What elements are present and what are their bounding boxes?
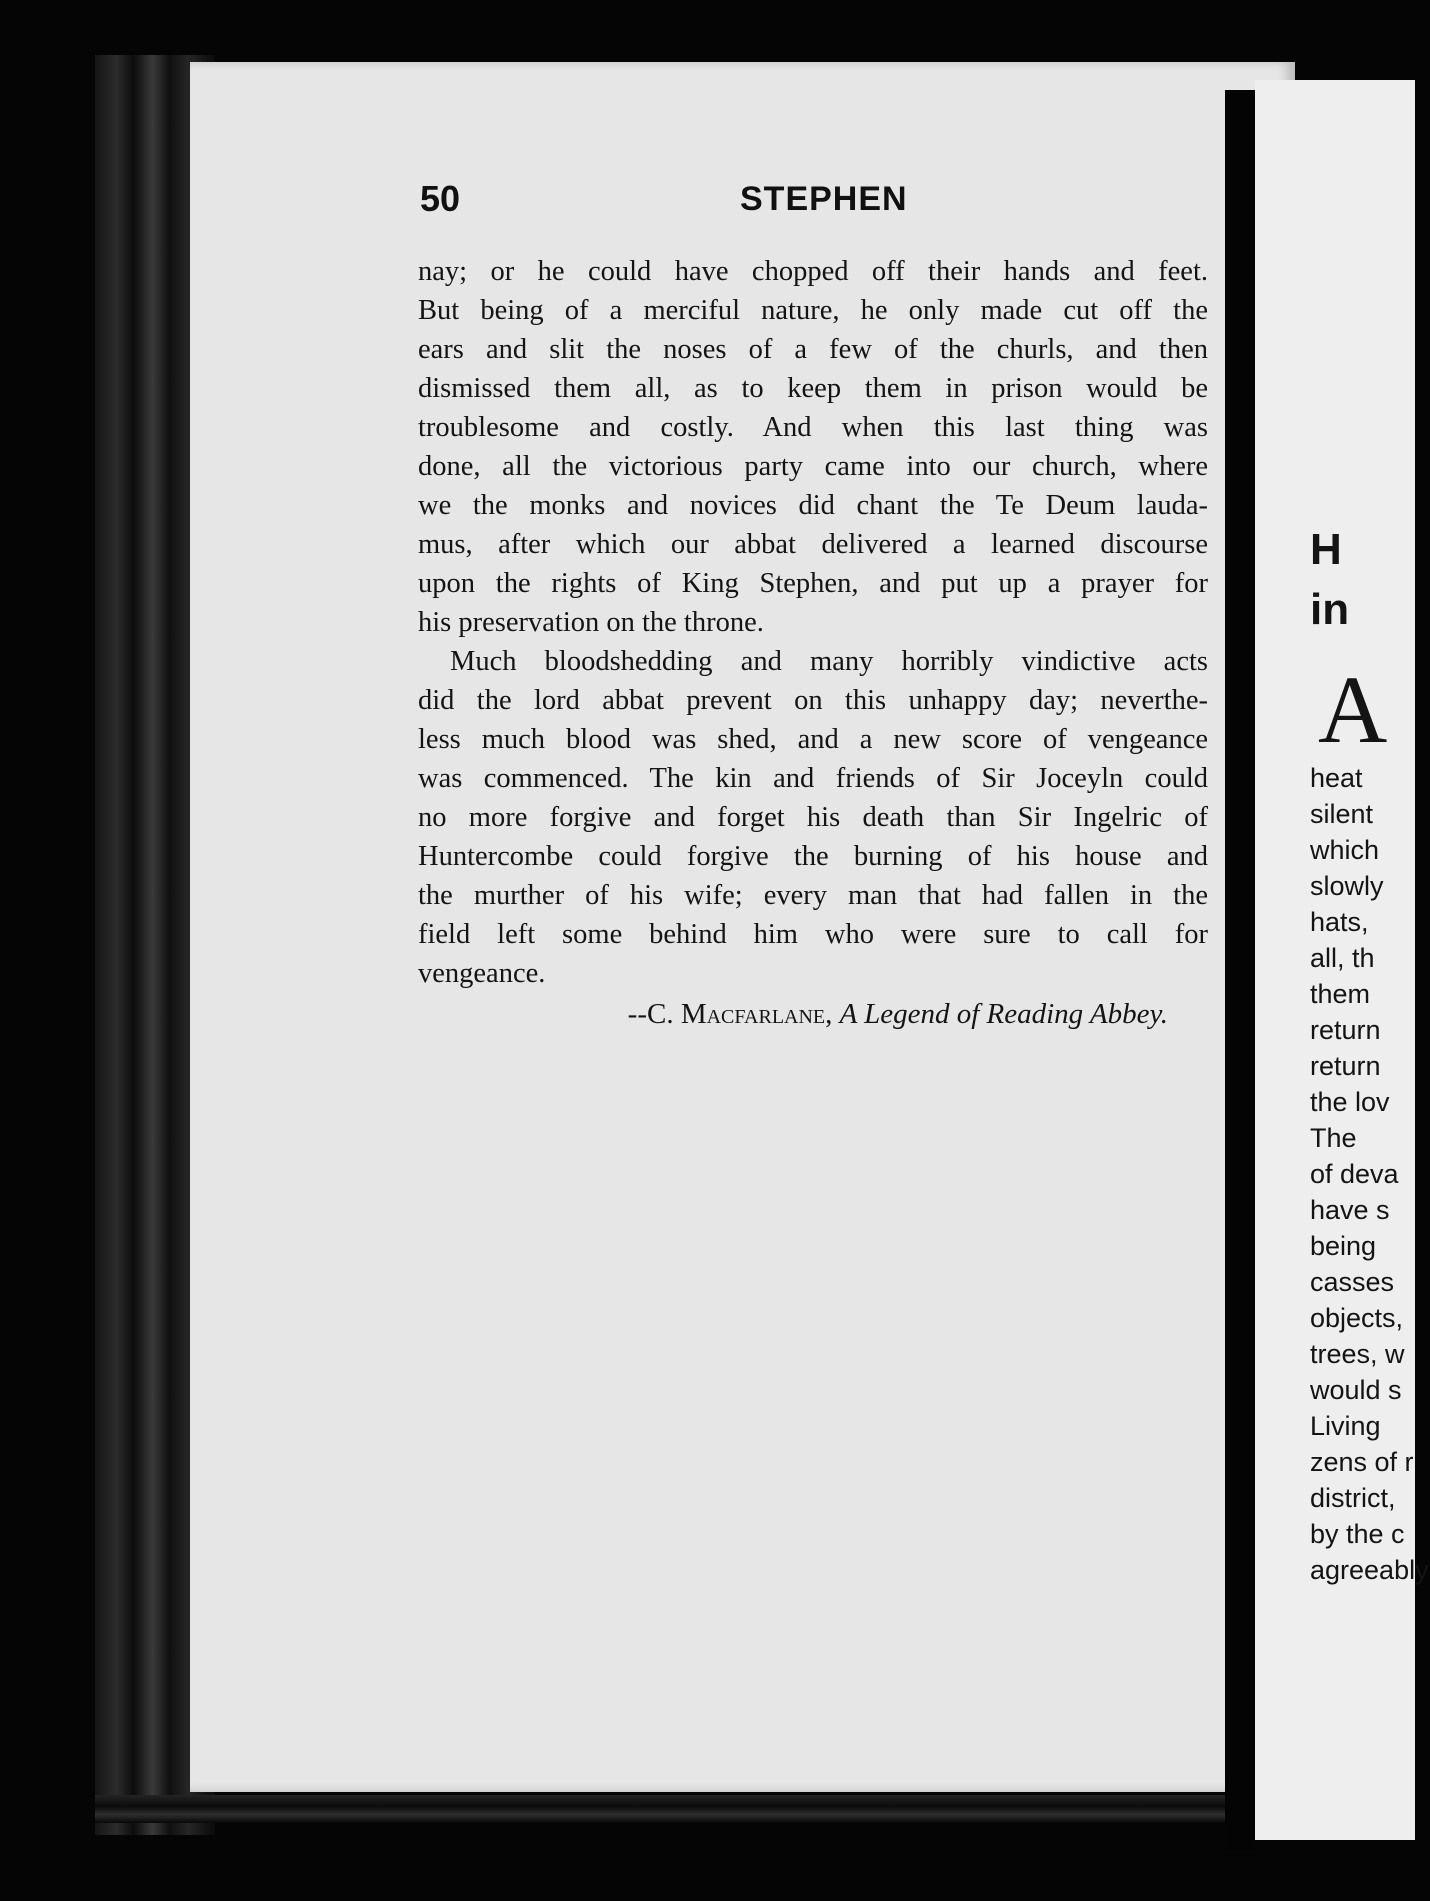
right-text-line: the lov — [1310, 1087, 1390, 1117]
attribution-author: --C. Macfarlane, — [627, 998, 833, 1030]
text-line: his preservation on the throne. — [418, 607, 764, 638]
page-number: 50 — [420, 178, 461, 219]
text-line: upon the rights of King Stephen, and put up a prayer for — [418, 568, 1208, 599]
chapter-heading-line: in — [1310, 585, 1350, 634]
text-line: done, all the victorious party came into our church, where — [418, 451, 1208, 482]
right-text-line: return — [1310, 1051, 1381, 1081]
text-line: troublesome and costly. And when this last thing was — [418, 412, 1208, 443]
text-line: Huntercombe could forgive the burning of his house and — [418, 841, 1208, 872]
text-line: mus, after which our abbat delivered a learned discourse — [418, 529, 1208, 560]
right-text-line: district, — [1310, 1483, 1396, 1513]
attribution — [418, 993, 1208, 1035]
running-head — [420, 178, 1220, 228]
text-line: Much bloodshedding and many horribly vindictive acts — [450, 646, 1208, 677]
text-line: field left some behind him who were sure to call for — [418, 919, 1208, 950]
drop-cap: A — [1318, 656, 1388, 763]
right-text-line: trees, w — [1310, 1339, 1405, 1369]
text-line: ears and slit the noses of a few of the churls, and then — [418, 334, 1208, 365]
right-text-line: have s — [1310, 1195, 1390, 1225]
right-text-line: objects, — [1310, 1303, 1404, 1333]
right-text-line: slowly — [1310, 871, 1384, 901]
text-line: But being of a merciful nature, he only made cut off the — [418, 295, 1208, 326]
right-text-line: The — [1310, 1123, 1357, 1153]
book-binding-bottom-edge — [95, 1795, 1235, 1823]
text-line: was commenced. The kin and friends of Sir Joceyln could — [418, 763, 1208, 794]
right-text-line: hats, — [1310, 907, 1369, 937]
page-gutter — [1225, 90, 1255, 1850]
right-text-line: by the c — [1310, 1519, 1405, 1549]
right-text-line: would s — [1310, 1375, 1402, 1405]
text-line: less much blood was shed, and a new score of vengeance — [418, 724, 1208, 755]
right-text-line: return — [1310, 1015, 1381, 1045]
right-text-line: being — [1310, 1231, 1377, 1261]
chapter-heading-line: H — [1310, 525, 1342, 574]
text-line: no more forgive and forget his death than Sir Ingelric of — [418, 802, 1208, 833]
right-text-line: heat — [1310, 763, 1363, 793]
text-line: nay; or he could have chopped off their hands and feet. — [418, 256, 1208, 287]
text-line: dismissed them all, as to keep them in prison would be — [418, 373, 1208, 404]
right-text-line: casses — [1310, 1267, 1395, 1297]
right-text-line: agreeably — [1310, 1555, 1429, 1585]
attribution-work: A Legend of Reading Abbey. — [839, 998, 1168, 1030]
right-text-line: all, th — [1310, 943, 1375, 973]
right-text-line: Living — [1310, 1411, 1381, 1441]
running-title: STEPHEN — [740, 180, 908, 218]
text-line: vengeance. — [418, 958, 546, 989]
text-line: the murther of his wife; every man that had fallen in the — [418, 880, 1208, 911]
text-line: we the monks and novices did chant the Te Deum lauda- — [418, 490, 1208, 521]
right-page-text — [1310, 520, 1430, 1588]
text-line: did the lord abbat prevent on this unhappy day; neverthe- — [418, 685, 1208, 716]
right-text-line: them — [1310, 979, 1371, 1009]
right-text-line: silent — [1310, 799, 1374, 829]
right-text-line: of deva — [1310, 1159, 1399, 1189]
right-text-line: which — [1310, 835, 1380, 865]
body-text — [418, 252, 1208, 1035]
right-text-line: zens of r — [1310, 1447, 1414, 1477]
